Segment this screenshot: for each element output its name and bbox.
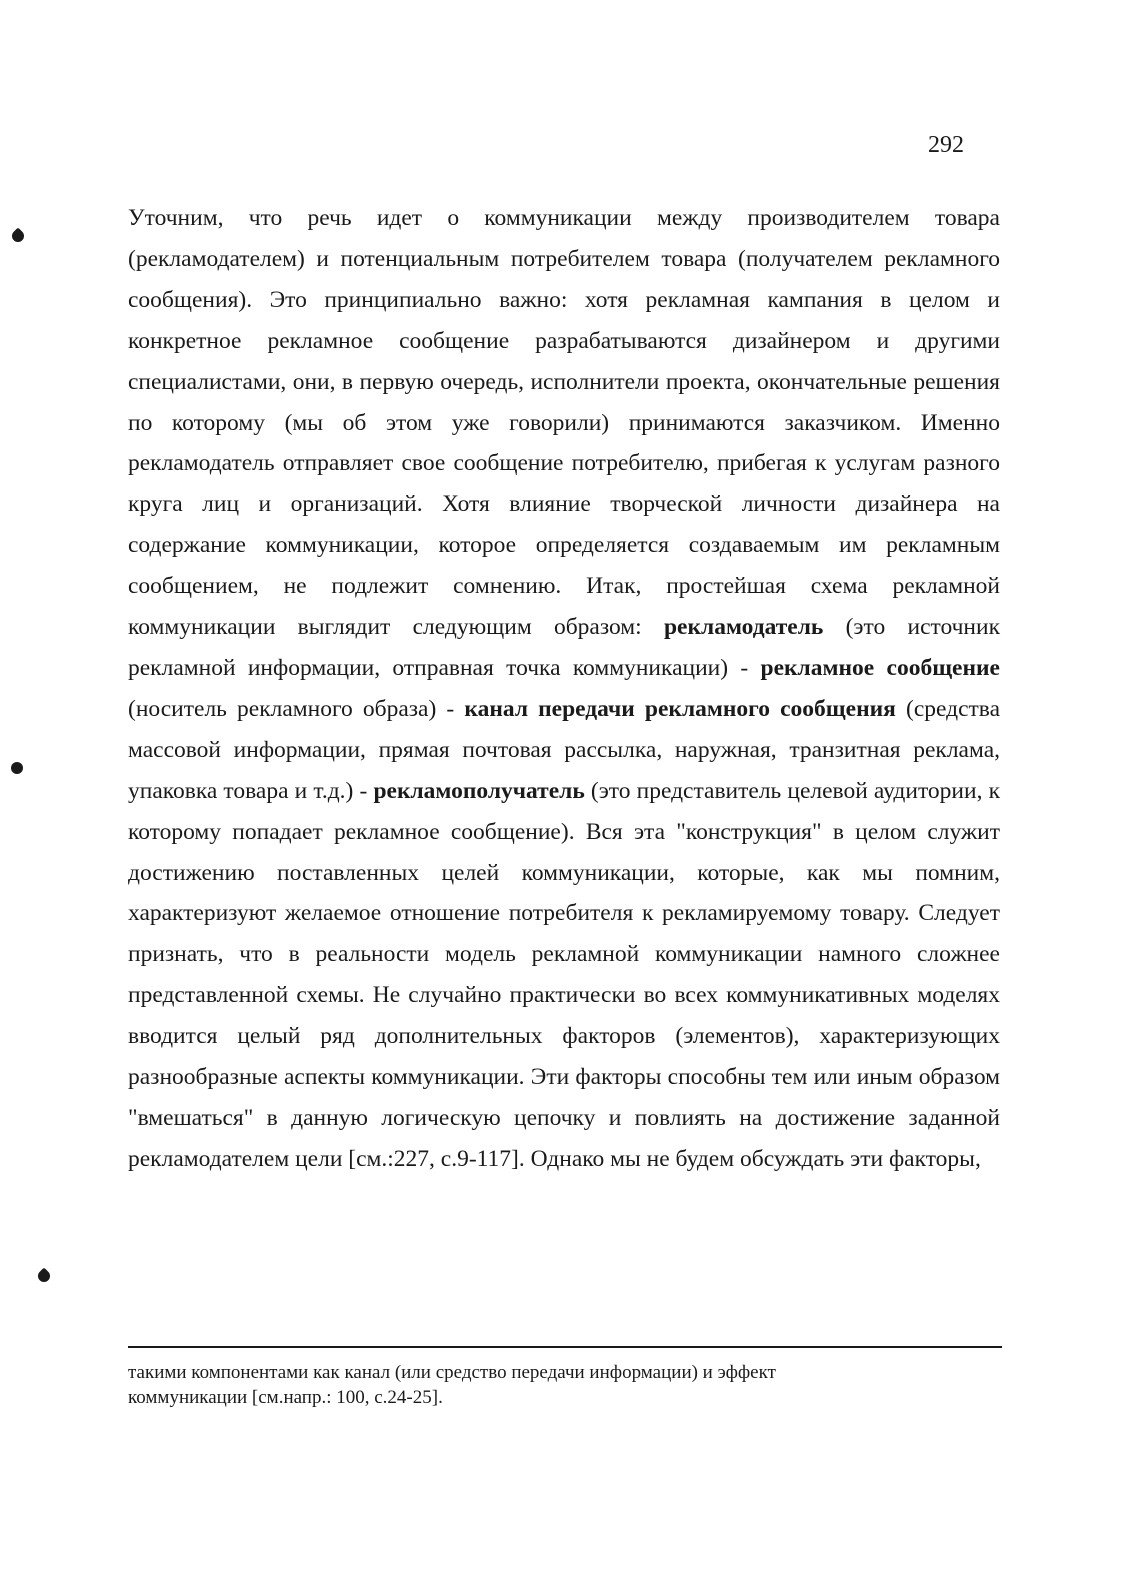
body-text-run: (средства массовой информации, прямая почтовая рассылка, наружная, транзитная реклама, упаковка товара и т.д.) - — [128, 695, 1000, 804]
term-advertiser: рекламодатель — [663, 614, 824, 641]
body-text-run: Уточним, что речь идет о коммуникации между производителем товара (рекламодателем) и потенциальным потребителем товара (получателем рекламного сообщения). Это принципиально важно: хотя рекламная кампания в целом и конкретное рекламное сообщение разрабатываются дизайнером и другими специалистами, они, в первую очередь, исполнители проекта, окончательные решения по которому (мы об этом уже говорили) принимаются заказчиком. Именно рекламодатель отправляет свое сообщение потребителю, прибегая к услугам разного круга лиц и организаций. Хотя влияние творческой личности дизайнера на содержание коммуникации, которое определяется создаваемым им рекламным сообщением, не подлежит сомнению. Итак, простейшая схема рекламной коммуникации выглядит следующим образом: — [128, 205, 1000, 641]
body-text-run: (это представитель целевой аудитории, к которому попадает рекламное сообщение). Вся эта "конструкция" в целом служит достижению поставленных целей коммуникации, которые, как мы помним, характеризуют желаемое отношение потребителя к рекламируемому товару. Следует признать, что в реальности модель рекламной коммуникации намного сложнее представленной схемы. Не случайно практически во всех коммуникативных моделях вводится целый ряд дополнительных факторов (элементов), характеризующих разнообразные аспекты коммуникации. Эти факторы способны тем или иным образом "вмешаться" в данную логическую цепочку и повлиять на достижение заданной рекламодателем цели [см.:227, с.9-117]. Однако мы не будем обсуждать эти факторы, — [128, 777, 1000, 1172]
body-paragraph — [128, 198, 1000, 1180]
footnote — [128, 1360, 988, 1410]
body-text-run: (носитель рекламного образа) - — [128, 695, 465, 722]
margin-bullet-mark — [11, 762, 23, 774]
term-ad-recipient: рекламополучатель — [373, 777, 585, 804]
footnote-divider — [128, 1346, 1002, 1348]
footnote-line: такими компонентами как канал (или средство передачи информации) и эффект — [128, 1362, 776, 1383]
margin-bullet-mark — [10, 228, 27, 245]
margin-bullet-mark — [36, 1268, 53, 1285]
term-ad-message: рекламное сообщение — [760, 654, 1000, 681]
body-text-run: (это источник рекламной информации, отправная точка коммуникации) - — [128, 614, 1000, 681]
page-number: 292 — [928, 132, 964, 158]
term-ad-channel: канал передачи рекламного сообщения — [464, 695, 896, 722]
footnote-line: коммуникации [см.напр.: 100, с.24-25]. — [128, 1387, 443, 1408]
